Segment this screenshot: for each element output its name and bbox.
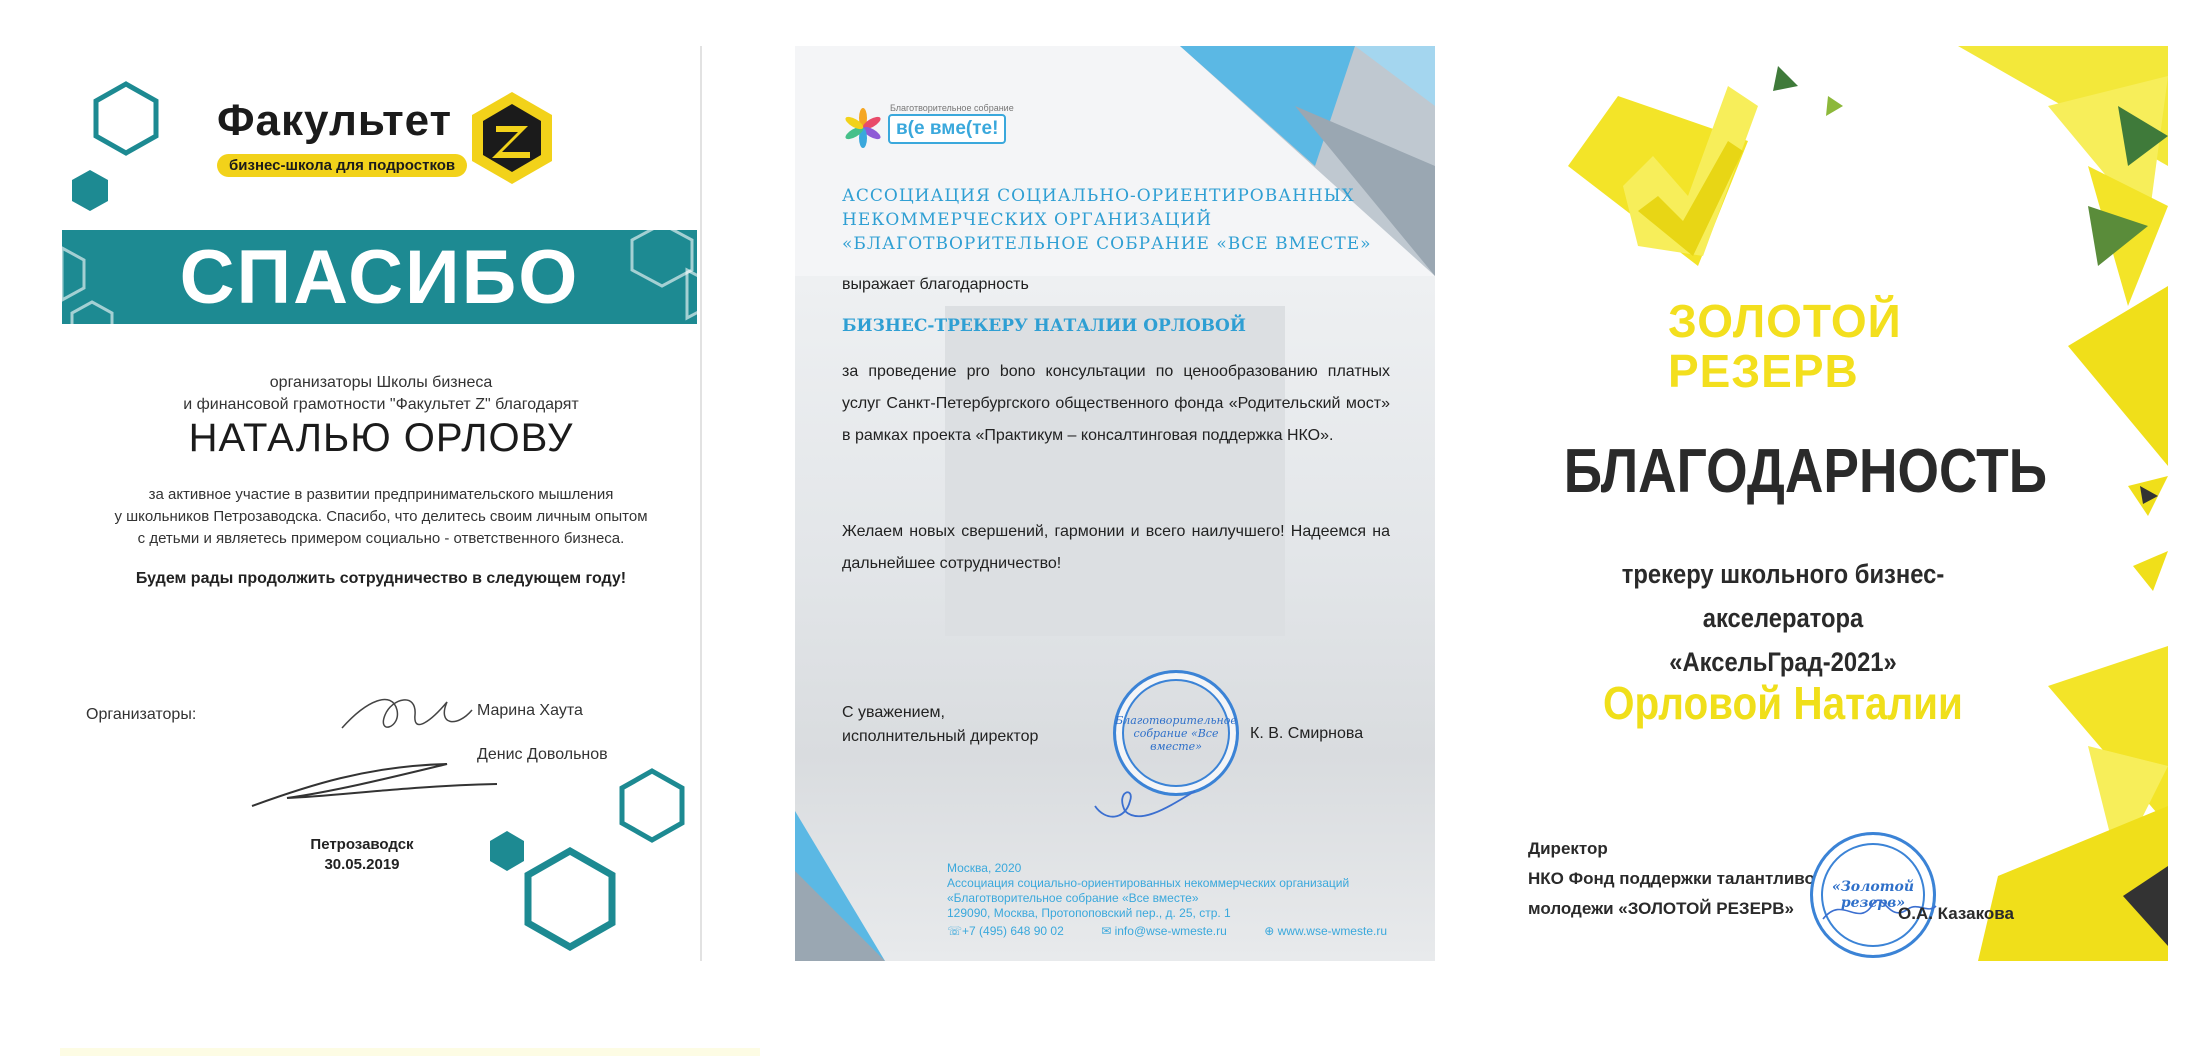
corner-triangles-bottom: [795, 811, 955, 961]
intro-line: и финансовой грамотности "Факультет Z" благодарят: [183, 396, 579, 413]
logo-wordmark: в(е вме(те!: [888, 114, 1006, 144]
signature-1: [337, 680, 477, 750]
subtitle-line: «АксельГрад-2021»: [1669, 647, 1897, 677]
certificate-vse-vmeste: [795, 46, 1435, 961]
director-name: К. В. Смирнова: [1250, 725, 1364, 742]
certificate-zolotoy-rezerv: [1528, 46, 2168, 961]
org-line: АССОЦИАЦИЯ СОЦИАЛЬНО-ОРИЕНТИРОВАННЫХ: [842, 186, 1355, 206]
hexagon-decor-bottom: [482, 761, 692, 961]
recipient-name: НАТАЛЬЮ ОРЛОВУ: [188, 416, 574, 460]
logo-z-badge: [462, 86, 562, 196]
organization-name: [842, 184, 1372, 256]
flower-logo-icon: [841, 106, 885, 150]
brand-line: РЕЗЕРВ: [1668, 345, 1859, 397]
footer-line: Москва, 2020: [947, 861, 1022, 875]
recipient-name: БИЗНЕС-ТРЕКЕРУ НАТАЛИИ ОРЛОВОЙ: [842, 316, 1246, 336]
director-signature: [1085, 766, 1205, 826]
thanks-banner: [62, 230, 697, 324]
certificate-faculty-z: [62, 46, 702, 961]
bottom-strip: [60, 1048, 760, 1056]
brand-title: [1668, 296, 1902, 396]
paragraph-1: за проведение pro bono консультации по ценообразованию платных услуг Санкт-Петербургского общественного фонда «Родительский мост» в рамках проекта «Практикум – консалтинговая поддержка НКО».: [842, 363, 1390, 444]
phone-number: +7 (495) 648 90 02: [962, 924, 1064, 938]
director-block: [1528, 834, 1825, 924]
expresses-gratitude: выражает благодарность: [842, 276, 1029, 293]
phone-icon: ☏: [947, 924, 963, 938]
email-contact: [1101, 924, 1227, 938]
paragraph-2: Желаем новых свершений, гармонии и всего наилучшего! Надеемся на дальнейшее сотрудничество!: [842, 523, 1390, 572]
intro-line: организаторы Школы бизнеса: [269, 374, 493, 391]
body-text: [62, 484, 700, 550]
director-line: НКО Фонд поддержки талантливой: [1528, 869, 1826, 888]
footer-line: Ассоциация социально-ориентированных некоммерческих организаций: [947, 876, 1350, 890]
city: Петрозаводск: [310, 836, 414, 853]
organizers-label: Организаторы:: [86, 706, 197, 723]
logo-wordmark: Факультет: [217, 96, 453, 145]
intro-text: [62, 372, 700, 416]
footer-contacts: [947, 924, 1387, 938]
org-line: «БЛАГОТВОРИТЕЛЬНОЕ СОБРАНИЕ «ВСЕ ВМЕСТЕ»: [842, 234, 1372, 254]
recipient-name: Орловой Наталии: [1603, 677, 1963, 729]
director-line: Директор: [1528, 839, 1608, 858]
subtitle: [1559, 552, 2008, 684]
logo-caption: Благотворительное собрание: [890, 103, 1014, 113]
stamp-text: «Золотой резерв»: [1831, 879, 1915, 911]
document-title: БЛАГОДАРНОСТЬ: [1563, 437, 2048, 506]
globe-icon: ⊕: [1264, 924, 1278, 938]
email-icon: ✉: [1101, 924, 1115, 938]
website-contact: [1264, 924, 1387, 938]
director-name: О.А. Казакова: [1898, 904, 2014, 923]
director-line: молодежи «ЗОЛОТОЙ РЕЗЕРВ»: [1528, 899, 1794, 918]
body-line: за активное участие в развитии предпринимательского мышления: [148, 486, 614, 503]
divider: [700, 46, 702, 961]
closing-text: Будем рады продолжить сотрудничество в следующем году!: [135, 570, 627, 587]
logo-hexagons: [62, 46, 212, 226]
brand-line: ЗОЛОТОЙ: [1668, 295, 1902, 347]
footer-line: «Благотворительное собрание «Все вместе»: [947, 891, 1199, 905]
website-url: www.wse-wmeste.ru: [1277, 924, 1387, 938]
banner-title: СПАСИБО: [179, 234, 580, 320]
signatory-2: Денис Довольнов: [477, 746, 608, 763]
subtitle-line: трекеру школьного бизнес-акселератора: [1621, 559, 1945, 633]
stamp-text: Благотворительное собрание «Все вместе»: [1115, 713, 1237, 753]
footer-line: 129090, Москва, Протопоповский пер., д. 25, стр. 1: [947, 906, 1231, 920]
logo-tagline: бизнес-школа для подростков: [217, 154, 467, 177]
body-line: у школьников Петрозаводска. Спасибо, что делитесь своим личным опытом: [114, 508, 648, 525]
org-line: НЕКОММЕРЧЕСКИХ ОРГАНИЗАЦИЙ: [842, 210, 1213, 230]
date: 30.05.2019: [324, 856, 400, 873]
regards-line: С уважением,: [842, 704, 945, 721]
regards-line: исполнительный директор: [842, 728, 1039, 745]
signatory-1: Марина Хаута: [477, 702, 583, 719]
regards-block: [842, 701, 1038, 749]
signature-2: [247, 746, 507, 816]
footer-address: [947, 861, 1349, 921]
phone-contact: [947, 924, 1064, 938]
body-line: с детьми и являетесь примером социально - ответственного бизнеса.: [137, 530, 625, 547]
email-address: info@wse-wmeste.ru: [1114, 924, 1227, 938]
